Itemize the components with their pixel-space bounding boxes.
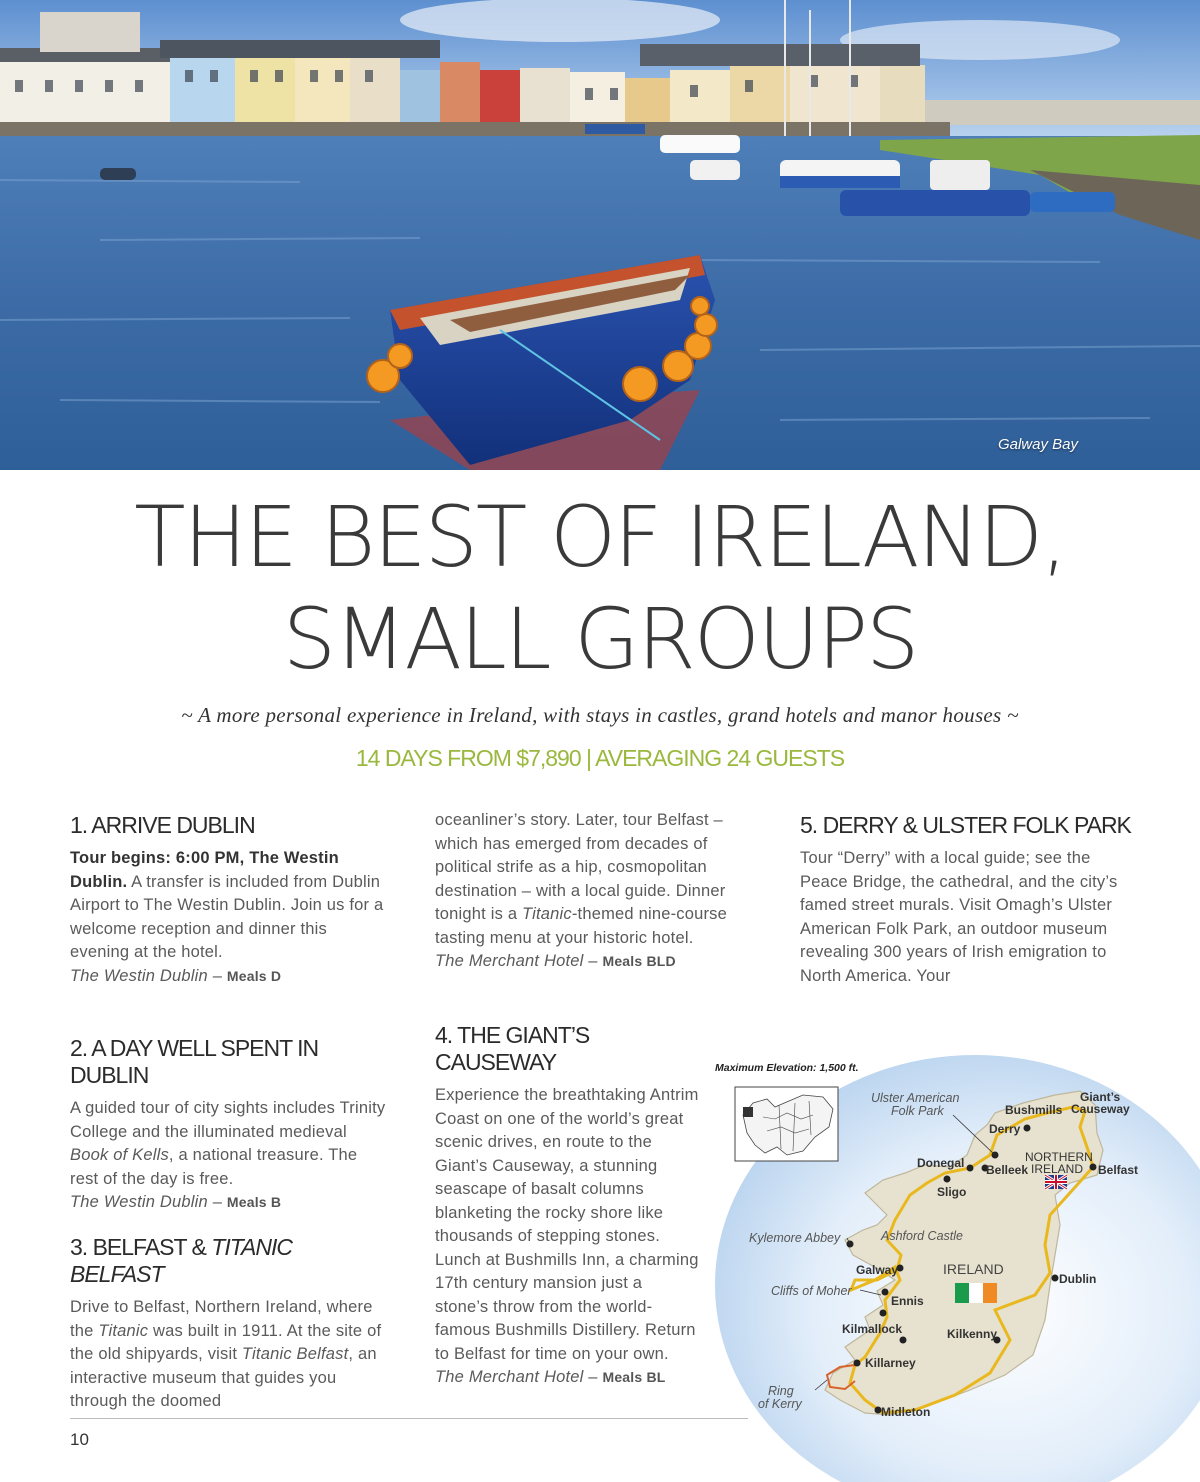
day-3-cont-a: oceanliner’s story. Later, tour Belfast – which has emerged from decades of political strife as a hip, cosmopolitan destination – with a local guide. Dinner tonight is a	[435, 811, 726, 923]
label-dublin: Dublin	[1059, 1272, 1097, 1286]
day-3-heading-text: 3. BELFAST &	[70, 1234, 212, 1260]
day-4-heading: 4. THE GIANT’S CAUSEWAY	[435, 1022, 590, 1075]
day-1-body	[70, 847, 390, 988]
label-midleton: Midleton	[881, 1405, 931, 1419]
day-2-body	[70, 1097, 390, 1215]
label-belfast: Belfast	[1098, 1163, 1139, 1177]
label-folk-park: Folk Park	[891, 1104, 944, 1118]
day-4-meals: Meals BL	[602, 1369, 666, 1385]
day-3-body	[70, 1296, 390, 1414]
day-2-text: A guided tour of city sights includes Trinity College and the illuminated medieval	[70, 1099, 386, 1141]
label-derry: Derry	[989, 1122, 1021, 1136]
label-causeway: Causeway	[1071, 1102, 1130, 1116]
hero-photo	[0, 0, 1200, 470]
day-2-section	[70, 1035, 390, 1215]
label-kylemore-abbey: Kylemore Abbey	[749, 1231, 841, 1245]
ireland-flag	[955, 1283, 997, 1303]
label-kilkenny: Kilkenny	[947, 1327, 998, 1341]
uk-flag	[1045, 1175, 1067, 1189]
day-1-text: A transfer is included from Dublin Airport to The Westin Dublin. Join us for a welcome reception and dinner this evening at the hotel.	[70, 872, 384, 961]
day-2-text-end: , a national treasure. The rest of the day is free.	[70, 1146, 358, 1188]
day-3-cont-b: -themed nine-course tasting menu at your historic hotel.	[435, 905, 727, 947]
label-ulster-american: Ulster American	[871, 1091, 960, 1105]
label-killarney: Killarney	[865, 1356, 916, 1370]
day-3-text-b: was built in 1911. At the site of the old shipyards, visit	[70, 1321, 382, 1363]
day-3-heading	[70, 1234, 390, 1288]
label-bushmills: Bushmills	[1005, 1103, 1063, 1117]
footer-rule	[70, 1418, 748, 1419]
label-galway: Galway	[856, 1263, 899, 1277]
day-3-text-a: Drive to Belfast, Northern Ireland, where the	[70, 1298, 373, 1340]
label-northern-ireland: IRELAND	[1031, 1162, 1084, 1176]
day-4-text: Experience the breathtaking Antrim Coast on one of the world’s great scenic drives, en route to the Giant’s Causeway, a stunning seascape of basalt columns blanketing the rocky shore like thousands of stepping stones. Lunch at Bushmills Inn, a charming 17th century mansion just a stone’s throw from the world-famous Bushmills Distillery. Return to Belfast for time on your own.	[435, 1086, 699, 1363]
titanic-themed: Titanic	[522, 905, 572, 923]
map-elevation: Maximum Elevation: 1,500 ft.	[715, 1062, 859, 1074]
day-5-heading: 5. DERRY & ULSTER FOLK PARK	[800, 812, 1131, 838]
label-belleek: Belleek	[986, 1163, 1029, 1177]
day-3-hotel: The Merchant Hotel	[435, 952, 584, 970]
label-ashford-castle: Ashford Castle	[881, 1229, 963, 1243]
label-giants: Giant’s	[1080, 1090, 1121, 1104]
day-1-heading: 1. ARRIVE DUBLIN	[70, 812, 255, 838]
day-2-meals: Meals B	[226, 1194, 282, 1210]
day-3-section	[70, 1234, 390, 1414]
label-donegal: Donegal	[917, 1156, 965, 1170]
label-kilmallock: Kilmallock	[842, 1322, 903, 1336]
tour-tagline: 14 DAYS FROM $7,890 | AVERAGING 24 GUESTS	[355, 745, 845, 771]
label-ennis: Ennis	[891, 1294, 924, 1308]
label-ireland: IRELAND	[943, 1261, 1004, 1277]
titanic-italic: Titanic	[98, 1321, 149, 1340]
day-4-section	[435, 1022, 700, 1390]
tour-route-map	[705, 1055, 1200, 1482]
europe-inset	[735, 1087, 838, 1161]
label-northern: NORTHERN	[1025, 1150, 1093, 1164]
day-3-continued-body	[435, 809, 765, 974]
separator: –	[583, 952, 603, 970]
titanic-belfast-italic: Titanic Belfast	[241, 1345, 349, 1363]
day-1-section	[70, 812, 390, 988]
day-2-heading: 2. A DAY WELL SPENT IN DUBLIN	[70, 1035, 319, 1088]
day-5-body: Tour “Derry” with a local guide; see the Peace Bridge, the cathedral, and the city’s famed street murals. Visit Omagh’s Ulster American Folk Park, an outdoor museum revealing 300 years of Irish emigration to North America. Your	[800, 849, 1118, 985]
page-title-line-1: THE BEST OF IRELAND,	[134, 488, 1066, 586]
label-cliffs-of-moher: Cliffs of Moher	[771, 1284, 852, 1298]
subtitle: ~ A more personal experience in Ireland, with stays in castles, grand hotels and manor houses ~	[181, 703, 1019, 727]
day-3-text-c: , an interactive museum that guides you through the doomed	[70, 1345, 377, 1410]
day-2-hotel: The Westin Dublin	[70, 1193, 208, 1211]
book-of-kells: Book of Kells	[70, 1146, 169, 1164]
label-ring: Ring	[768, 1384, 794, 1398]
ireland-map	[705, 1055, 1200, 1482]
day-1-hotel: The Westin Dublin	[70, 966, 208, 985]
day-3-meals: Meals BLD	[602, 953, 676, 969]
page-title-line-2: SMALL GROUPS	[282, 590, 918, 688]
separator: –	[583, 1368, 603, 1386]
day-3-heading-italic: TITANIC BELFAST	[70, 1234, 292, 1287]
day-4-hotel: The Merchant Hotel	[435, 1368, 584, 1386]
day-4-body	[435, 1084, 700, 1390]
label-sligo: Sligo	[937, 1185, 967, 1199]
separator: –	[207, 1193, 227, 1211]
galway-bay-image	[0, 0, 1200, 470]
photo-caption: Galway Bay	[997, 436, 1078, 453]
separator: –	[207, 966, 227, 985]
page-number: 10	[70, 1430, 89, 1449]
day-3-continued	[435, 809, 765, 974]
day-1-meals: Meals D	[226, 967, 282, 984]
day-1-lead: Tour begins: 6:00 PM, The Westin Dublin.	[70, 849, 339, 891]
label-of-kerry: of Kerry	[758, 1397, 802, 1411]
day-5-section	[800, 812, 1140, 988]
